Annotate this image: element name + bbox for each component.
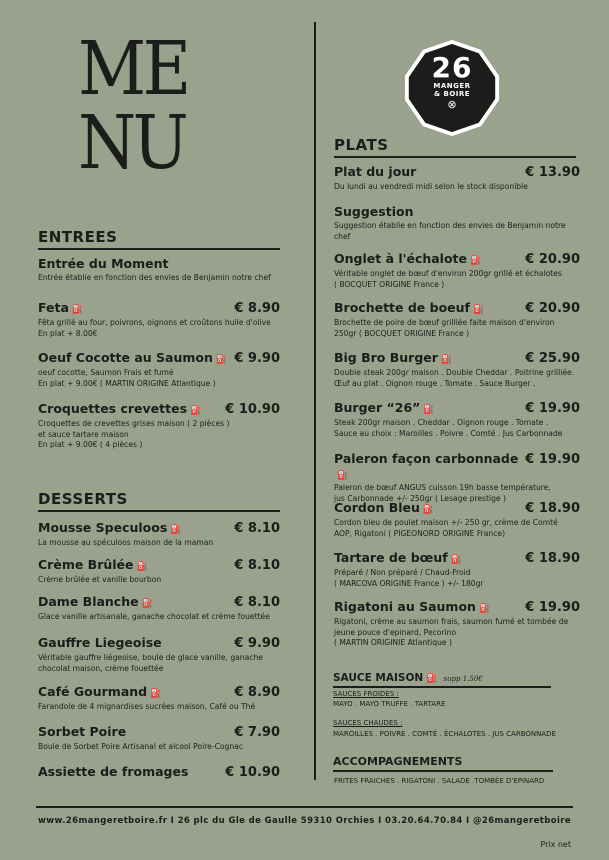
section-desserts-heading: DESSERTS bbox=[38, 490, 128, 508]
sauce-chaudes-label: SAUCES CHAUDES : bbox=[333, 719, 403, 727]
item-name: Suggestion bbox=[334, 204, 414, 219]
item-price: € 25.90 bbox=[525, 351, 580, 366]
item-name: Gauffre Liegeoise bbox=[38, 635, 162, 650]
item-price: € 13.90 bbox=[525, 165, 580, 180]
logo-line2: & BOIRE bbox=[433, 90, 471, 98]
menu-item-feta bbox=[38, 300, 280, 339]
item-desc: Double steak 200gr maison . Double Cheddar . Poitrine grilliée. bbox=[334, 368, 575, 377]
item-name: Crème Brûlée bbox=[38, 557, 134, 572]
item-desc: Fêta grillé au four, poivrons, oignons et croûtons huile d'olive bbox=[38, 318, 271, 327]
item-name: Entrée du Moment bbox=[38, 256, 169, 271]
item-name: Tartare de bœuf bbox=[334, 550, 448, 565]
sauce-note: supp 1.50€ bbox=[443, 675, 483, 683]
accompagnements-divider bbox=[333, 770, 553, 772]
item-name: Brochette de boeuf bbox=[334, 300, 470, 315]
item-desc: Brochette de poire de bœuf grilliée faite maison d'environ bbox=[334, 318, 555, 327]
menu-item-cordon-bleu bbox=[334, 500, 580, 539]
item-name: Oeuf Cocotte au Saumon bbox=[38, 350, 213, 365]
menu-item-paleron bbox=[334, 451, 580, 504]
menu-item-entree-du-moment bbox=[38, 256, 280, 284]
takeaway-icon: ⛽ bbox=[170, 525, 182, 535]
item-desc: AOP, Rigatoni ( PIGEONORD ORIGINE France) bbox=[334, 528, 506, 538]
item-price: € 8.10 bbox=[234, 521, 280, 536]
logo-line1: MANGER bbox=[433, 82, 471, 90]
vertical-divider bbox=[314, 22, 316, 780]
item-price: € 9.90 bbox=[234, 351, 280, 366]
item-desc: Farandole de 4 mignardises sucrées maison, Café ou Thé bbox=[38, 702, 256, 711]
takeaway-icon: ⛽ bbox=[422, 505, 435, 515]
menu-title bbox=[78, 26, 188, 186]
section-desserts bbox=[38, 490, 280, 512]
menu-item-rigatoni-saumon bbox=[334, 599, 580, 649]
logo-text bbox=[404, 51, 500, 112]
item-desc: Suggestion établie en fonction des envies de Benjamin notre bbox=[334, 221, 566, 230]
item-desc: Véritable gauffre liégeoise, boule de glace vanille, ganache bbox=[38, 653, 263, 662]
item-desc: ( MARCOVA ORIGINE France ) +/- 180gr bbox=[334, 578, 484, 588]
takeaway-icon: ⛽ bbox=[190, 406, 202, 416]
item-name: Feta bbox=[38, 300, 69, 315]
item-desc: Steak 200gr maison . Cheddar . Oignon rouge . Tomate . bbox=[334, 418, 549, 427]
item-desc: et sauce tartare maison bbox=[38, 429, 129, 439]
item-name: Croquettes crevettes bbox=[38, 401, 188, 416]
sauce-froides-label: SAUCES FROIDES : bbox=[333, 690, 399, 698]
menu-item-tartare bbox=[334, 550, 580, 589]
item-price: € 19.90 bbox=[525, 452, 580, 467]
item-desc: chef bbox=[334, 231, 351, 241]
item-desc: Œuf au plat . Oignon rouge . Tomate . Sauce Burger . bbox=[334, 378, 536, 388]
item-price: € 8.90 bbox=[234, 301, 280, 316]
menu-item-assiette-fromages bbox=[38, 764, 280, 780]
item-desc: jeune pouce d'epinard, Pecorino bbox=[334, 627, 457, 637]
item-price: € 19.90 bbox=[525, 401, 580, 416]
menu-item-creme-brulee bbox=[38, 557, 280, 586]
takeaway-icon: ⛽ bbox=[426, 674, 438, 684]
accompagnements-list: FRITES FRAICHES . RIGATONI . SALADE .TOMBÉE D'EPINARD bbox=[334, 777, 545, 785]
fork-knife-icon: ⊗ bbox=[447, 98, 457, 111]
item-price: € 10.90 bbox=[225, 765, 280, 780]
item-name: Dame Blanche bbox=[38, 594, 139, 609]
item-price: € 18.90 bbox=[525, 551, 580, 566]
menu-item-oeuf-cocotte bbox=[38, 350, 280, 389]
item-desc: Entrée établie en fonction des envies de Benjamin notre chef bbox=[38, 273, 271, 282]
menu-item-plat-du-jour bbox=[334, 164, 580, 193]
takeaway-icon: ⛽ bbox=[141, 599, 153, 609]
item-name: Mousse Speculoos bbox=[38, 520, 168, 535]
item-name: Onglet à l'échalote bbox=[334, 251, 468, 266]
footer-contact: www.26mangeretboire.fr I 26 plc du Gle de Gaulle 59310 Orchies I 03.20.64.70.84 I @26mangeretboire bbox=[37, 816, 572, 826]
item-desc: Croquettes de crevettes grises maison ( 2 pièces ) bbox=[38, 419, 230, 428]
section-plats-heading: PLATS bbox=[334, 136, 389, 154]
accompagnements-heading: ACCOMPAGNEMENTS bbox=[333, 755, 463, 768]
item-name: Cordon Bleu bbox=[334, 500, 420, 515]
menu-item-croquettes bbox=[38, 401, 280, 451]
sauce-froides-list: MAYO . MAYO TRUFFE . TARTARE bbox=[333, 700, 446, 708]
takeaway-icon: ⛽ bbox=[440, 355, 453, 365]
takeaway-icon: ⛽ bbox=[478, 604, 491, 614]
item-desc: ( MARTIN ORIGINIE Atlantique ) bbox=[334, 638, 452, 647]
menu-item-big-bro-burger bbox=[334, 350, 580, 389]
takeaway-icon: ⛽ bbox=[450, 555, 462, 565]
item-price: € 8.10 bbox=[234, 595, 280, 610]
menu-item-sorbet-poire bbox=[38, 724, 280, 753]
item-desc: Glace vanille artisanale, ganache chocolat et crème fouettée bbox=[38, 612, 270, 621]
sauce-heading-text: SAUCE MAISON bbox=[333, 672, 424, 684]
item-desc: ( BOCQUET ORIGINE France ) bbox=[334, 279, 445, 289]
item-price: € 19.90 bbox=[525, 600, 580, 615]
section-entrees-heading: ENTREES bbox=[38, 228, 118, 246]
item-desc: Rigatoni, crème au saumon frais, saumon fumé et tombée de bbox=[334, 617, 569, 626]
item-price: € 10.90 bbox=[225, 402, 280, 417]
item-price: € 20.90 bbox=[525, 301, 580, 316]
item-name: Assiette de fromages bbox=[38, 764, 189, 779]
takeaway-icon: ⛽ bbox=[472, 305, 485, 315]
item-desc: Crème brûlée et vanille bourbon bbox=[38, 575, 162, 584]
takeaway-icon: ⛽ bbox=[470, 256, 482, 266]
menu-item-dame-blanche bbox=[38, 594, 280, 623]
sauce-divider bbox=[333, 686, 551, 688]
item-desc: Sauce au choix : Maroilles . Poivre . Comté . Jus Carbonnade bbox=[334, 428, 563, 438]
item-desc: La mousse au spéculoos maison de la maman bbox=[38, 538, 214, 547]
item-name: Sorbet Poire bbox=[38, 724, 127, 739]
footer-divider bbox=[36, 806, 573, 808]
menu-item-onglet bbox=[334, 251, 580, 290]
menu-item-gauffre bbox=[38, 635, 280, 674]
item-desc: Paleron de bœuf ANGUS cuisson 19h basse température, bbox=[334, 483, 551, 492]
item-price: € 18.90 bbox=[525, 501, 580, 516]
section-plats bbox=[334, 136, 576, 158]
item-price: € 8.90 bbox=[234, 685, 280, 700]
takeaway-icon: ⛽ bbox=[150, 689, 162, 699]
item-desc: En plat + 9.00€ ( MARTIN ORIGINE Atlantique ) bbox=[38, 378, 216, 388]
takeaway-icon: ⛽ bbox=[337, 471, 349, 481]
item-name: Burger “26” bbox=[334, 400, 421, 415]
item-price: € 8.10 bbox=[234, 558, 280, 573]
sauce-chaudes-list: MAROILLES . POIVRE . COMTÉ . ÉCHALOTES . JUS CARBONNADE bbox=[333, 730, 556, 738]
sauce-heading bbox=[333, 672, 483, 684]
item-desc: Boule de Sorbet Poire Artisanal et alcool Poire-Cognac bbox=[38, 742, 244, 751]
item-desc: En plat + 8.00€ bbox=[38, 328, 98, 338]
item-desc: chocolat maison, crème fouettée bbox=[38, 663, 164, 673]
menu-item-suggestion bbox=[334, 204, 580, 242]
item-price: € 20.90 bbox=[525, 252, 580, 267]
item-desc: Du lundi au vendredi midi selon le stock disponible bbox=[334, 182, 528, 191]
takeaway-icon: ⛽ bbox=[136, 562, 148, 572]
item-desc: Préparé / Non préparé / Chaud-Froid bbox=[334, 568, 471, 577]
item-desc: Véritable onglet de bœuf d'environ 200gr grillé et échalotes bbox=[334, 269, 562, 278]
item-price: € 7.90 bbox=[234, 725, 280, 740]
item-name: Rigatoni au Saumon bbox=[334, 599, 476, 614]
logo-number: 26 bbox=[431, 51, 473, 84]
menu-item-burger-26 bbox=[334, 400, 580, 439]
menu-title-line2: NU bbox=[78, 100, 186, 186]
menu-item-cafe-gourmand bbox=[38, 684, 280, 713]
prix-net-label: Prix net bbox=[540, 840, 571, 849]
item-desc: En plat + 9.00€ ( 4 pièces ) bbox=[38, 440, 143, 449]
item-desc: jus Carbonnade +/- 250gr ( Lesage prestige ) bbox=[334, 493, 506, 503]
item-price: € 9.90 bbox=[234, 636, 280, 651]
section-entrees bbox=[38, 228, 280, 250]
item-name: Paleron façon carbonnade bbox=[334, 451, 519, 466]
item-desc: Cordon bleu de poulet maison +/- 250 gr, crème de Comté bbox=[334, 518, 558, 527]
takeaway-icon: ⛽ bbox=[71, 305, 84, 315]
menu-item-brochette bbox=[334, 300, 580, 339]
takeaway-icon: ⛽ bbox=[215, 355, 228, 365]
item-name: Plat du jour bbox=[334, 164, 417, 179]
menu-title-line1: ME bbox=[78, 26, 188, 112]
item-desc: oeuf cocotte, Saumon Frais et fumé bbox=[38, 368, 174, 377]
takeaway-icon: ⛽ bbox=[423, 405, 435, 415]
item-desc: 250gr ( BOCQUET ORIGINE France ) bbox=[334, 328, 470, 338]
menu-item-mousse-speculoos bbox=[38, 520, 280, 549]
item-name: Big Bro Burger bbox=[334, 350, 438, 365]
item-name: Café Gourmand bbox=[38, 684, 148, 699]
